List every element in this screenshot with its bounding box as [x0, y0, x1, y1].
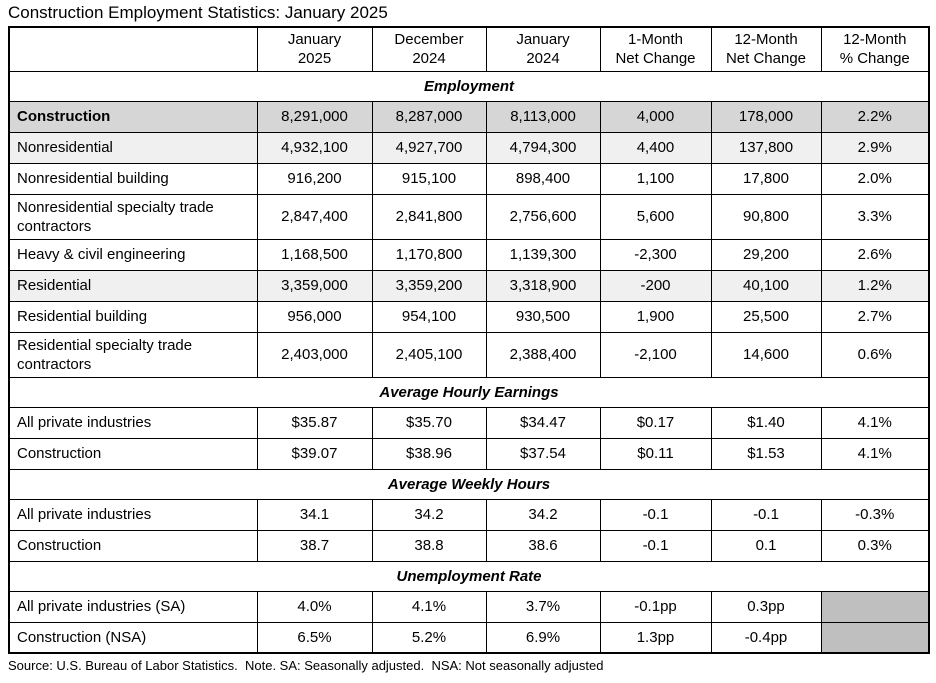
section-header: Unemployment Rate — [9, 561, 929, 591]
row-label: Heavy & civil engineering — [9, 239, 257, 270]
row-label: Nonresidential — [9, 132, 257, 163]
table-row — [9, 530, 929, 561]
value-cell: 4.1% — [821, 438, 929, 469]
value-cell: 34.2 — [372, 499, 486, 530]
value-cell: 4,794,300 — [486, 132, 600, 163]
value-cell: $39.07 — [257, 438, 372, 469]
value-cell: 34.1 — [257, 499, 372, 530]
statistics-table — [8, 26, 930, 654]
column-header-line2: 2024 — [412, 50, 446, 68]
value-cell: 14,600 — [711, 332, 821, 377]
value-cell: -0.4pp — [711, 622, 821, 653]
column-header-line1: 1-Month — [627, 31, 684, 49]
table-row — [9, 132, 929, 163]
value-cell: 6.9% — [486, 622, 600, 653]
value-cell: 4.1% — [372, 591, 486, 622]
value-cell: -200 — [600, 270, 711, 301]
column-header-line2: 2025 — [297, 50, 332, 68]
value-cell: -0.1 — [600, 499, 711, 530]
table-row — [9, 438, 929, 469]
row-label: Nonresidential specialty trade contractors — [9, 194, 257, 239]
section-header-row — [9, 561, 929, 591]
value-cell: 0.1 — [711, 530, 821, 561]
value-cell: $0.11 — [600, 438, 711, 469]
column-header-line2: % Change — [839, 50, 910, 68]
table-row — [9, 163, 929, 194]
section-header: Average Weekly Hours — [9, 469, 929, 499]
value-cell: 2,756,600 — [486, 194, 600, 239]
value-cell: 916,200 — [257, 163, 372, 194]
row-label: Construction — [9, 438, 257, 469]
value-cell: 2.7% — [821, 301, 929, 332]
source-note: Source: U.S. Bureau of Labor Statistics. Note. SA: Seasonally adjusted. NSA: Not seasonally adjusted — [8, 658, 604, 673]
value-cell: 2,388,400 — [486, 332, 600, 377]
row-label: Construction (NSA) — [9, 622, 257, 653]
value-cell: -0.1pp — [600, 591, 711, 622]
value-cell: 2,405,100 — [372, 332, 486, 377]
value-cell: $38.96 — [372, 438, 486, 469]
page-title: Construction Employment Statistics: January 2025 — [8, 3, 388, 22]
value-cell: 3,359,200 — [372, 270, 486, 301]
table-row — [9, 407, 929, 438]
value-cell: $34.47 — [486, 407, 600, 438]
value-cell: 17,800 — [711, 163, 821, 194]
column-header-line1: 12-Month — [734, 31, 798, 49]
column-header-line1: December — [394, 31, 464, 49]
value-cell: $0.17 — [600, 407, 711, 438]
value-cell: $35.70 — [372, 407, 486, 438]
column-header — [372, 27, 486, 71]
value-cell: 4.0% — [257, 591, 372, 622]
value-cell: 2.6% — [821, 239, 929, 270]
value-cell: 0.6% — [821, 332, 929, 377]
value-cell: 2,841,800 — [372, 194, 486, 239]
value-cell: 1.2% — [821, 270, 929, 301]
column-header-line1: January — [516, 31, 570, 49]
row-label: All private industries — [9, 407, 257, 438]
table-row — [9, 332, 929, 377]
value-cell: $37.54 — [486, 438, 600, 469]
value-cell: 3,359,000 — [257, 270, 372, 301]
table-row — [9, 301, 929, 332]
value-cell: 4.1% — [821, 407, 929, 438]
table-row — [9, 622, 929, 653]
section-header-row — [9, 469, 929, 499]
value-cell: 90,800 — [711, 194, 821, 239]
row-label: Construction — [9, 101, 257, 132]
value-cell: 4,927,700 — [372, 132, 486, 163]
value-cell: 2,403,000 — [257, 332, 372, 377]
column-header — [711, 27, 821, 71]
row-label-column-header — [9, 27, 257, 71]
value-cell: 1,139,300 — [486, 239, 600, 270]
value-cell: 0.3% — [821, 530, 929, 561]
value-cell: 1,170,800 — [372, 239, 486, 270]
value-cell: 4,000 — [600, 101, 711, 132]
value-cell: 34.2 — [486, 499, 600, 530]
value-cell: 5.2% — [372, 622, 486, 653]
blank-cell — [821, 622, 929, 653]
column-header-line2: Net Change — [725, 50, 807, 68]
section-header-row — [9, 377, 929, 407]
value-cell: -0.1 — [711, 499, 821, 530]
value-cell: 38.8 — [372, 530, 486, 561]
row-label: Construction — [9, 530, 257, 561]
value-cell: 8,113,000 — [486, 101, 600, 132]
column-header-row — [9, 27, 929, 71]
value-cell: $35.87 — [257, 407, 372, 438]
value-cell: 2.0% — [821, 163, 929, 194]
value-cell: $1.53 — [711, 438, 821, 469]
section-header: Employment — [9, 71, 929, 101]
value-cell: 4,400 — [600, 132, 711, 163]
value-cell: 956,000 — [257, 301, 372, 332]
column-header-line1: 12-Month — [843, 31, 907, 49]
value-cell: 40,100 — [711, 270, 821, 301]
value-cell: 954,100 — [372, 301, 486, 332]
value-cell: 8,291,000 — [257, 101, 372, 132]
column-header-line1: January — [287, 31, 342, 49]
table-body — [9, 71, 929, 653]
table-row — [9, 270, 929, 301]
value-cell: 0.3pp — [711, 591, 821, 622]
value-cell: -2,100 — [600, 332, 711, 377]
value-cell: 5,600 — [600, 194, 711, 239]
value-cell: 4,932,100 — [257, 132, 372, 163]
value-cell: 3.3% — [821, 194, 929, 239]
row-label: Residential building — [9, 301, 257, 332]
value-cell: -2,300 — [600, 239, 711, 270]
value-cell: -0.3% — [821, 499, 929, 530]
value-cell: 898,400 — [486, 163, 600, 194]
value-cell: 3,318,900 — [486, 270, 600, 301]
value-cell: 38.6 — [486, 530, 600, 561]
value-cell: 1,168,500 — [257, 239, 372, 270]
row-label: Residential — [9, 270, 257, 301]
value-cell: 1,900 — [600, 301, 711, 332]
blank-cell — [821, 591, 929, 622]
section-header: Average Hourly Earnings — [9, 377, 929, 407]
value-cell: 8,287,000 — [372, 101, 486, 132]
value-cell: 178,000 — [711, 101, 821, 132]
value-cell: 2.2% — [821, 101, 929, 132]
row-label: Residential specialty trade contractors — [9, 332, 257, 377]
column-header-line2: 2024 — [526, 50, 560, 68]
table-row — [9, 194, 929, 239]
row-label: All private industries (SA) — [9, 591, 257, 622]
value-cell: 29,200 — [711, 239, 821, 270]
table-row — [9, 239, 929, 270]
column-header — [486, 27, 600, 71]
table-row — [9, 101, 929, 132]
value-cell: 2.9% — [821, 132, 929, 163]
column-header-line2: Net Change — [615, 50, 696, 68]
value-cell: 25,500 — [711, 301, 821, 332]
column-header — [600, 27, 711, 71]
value-cell: 1,100 — [600, 163, 711, 194]
column-header — [257, 27, 372, 71]
value-cell: 38.7 — [257, 530, 372, 561]
value-cell: 137,800 — [711, 132, 821, 163]
value-cell: 3.7% — [486, 591, 600, 622]
column-header — [821, 27, 929, 71]
table-row — [9, 591, 929, 622]
section-header-row — [9, 71, 929, 101]
value-cell: 930,500 — [486, 301, 600, 332]
value-cell: $1.40 — [711, 407, 821, 438]
value-cell: 915,100 — [372, 163, 486, 194]
value-cell: -0.1 — [600, 530, 711, 561]
row-label: All private industries — [9, 499, 257, 530]
table-row — [9, 499, 929, 530]
value-cell: 2,847,400 — [257, 194, 372, 239]
row-label: Nonresidential building — [9, 163, 257, 194]
value-cell: 1.3pp — [600, 622, 711, 653]
value-cell: 6.5% — [257, 622, 372, 653]
